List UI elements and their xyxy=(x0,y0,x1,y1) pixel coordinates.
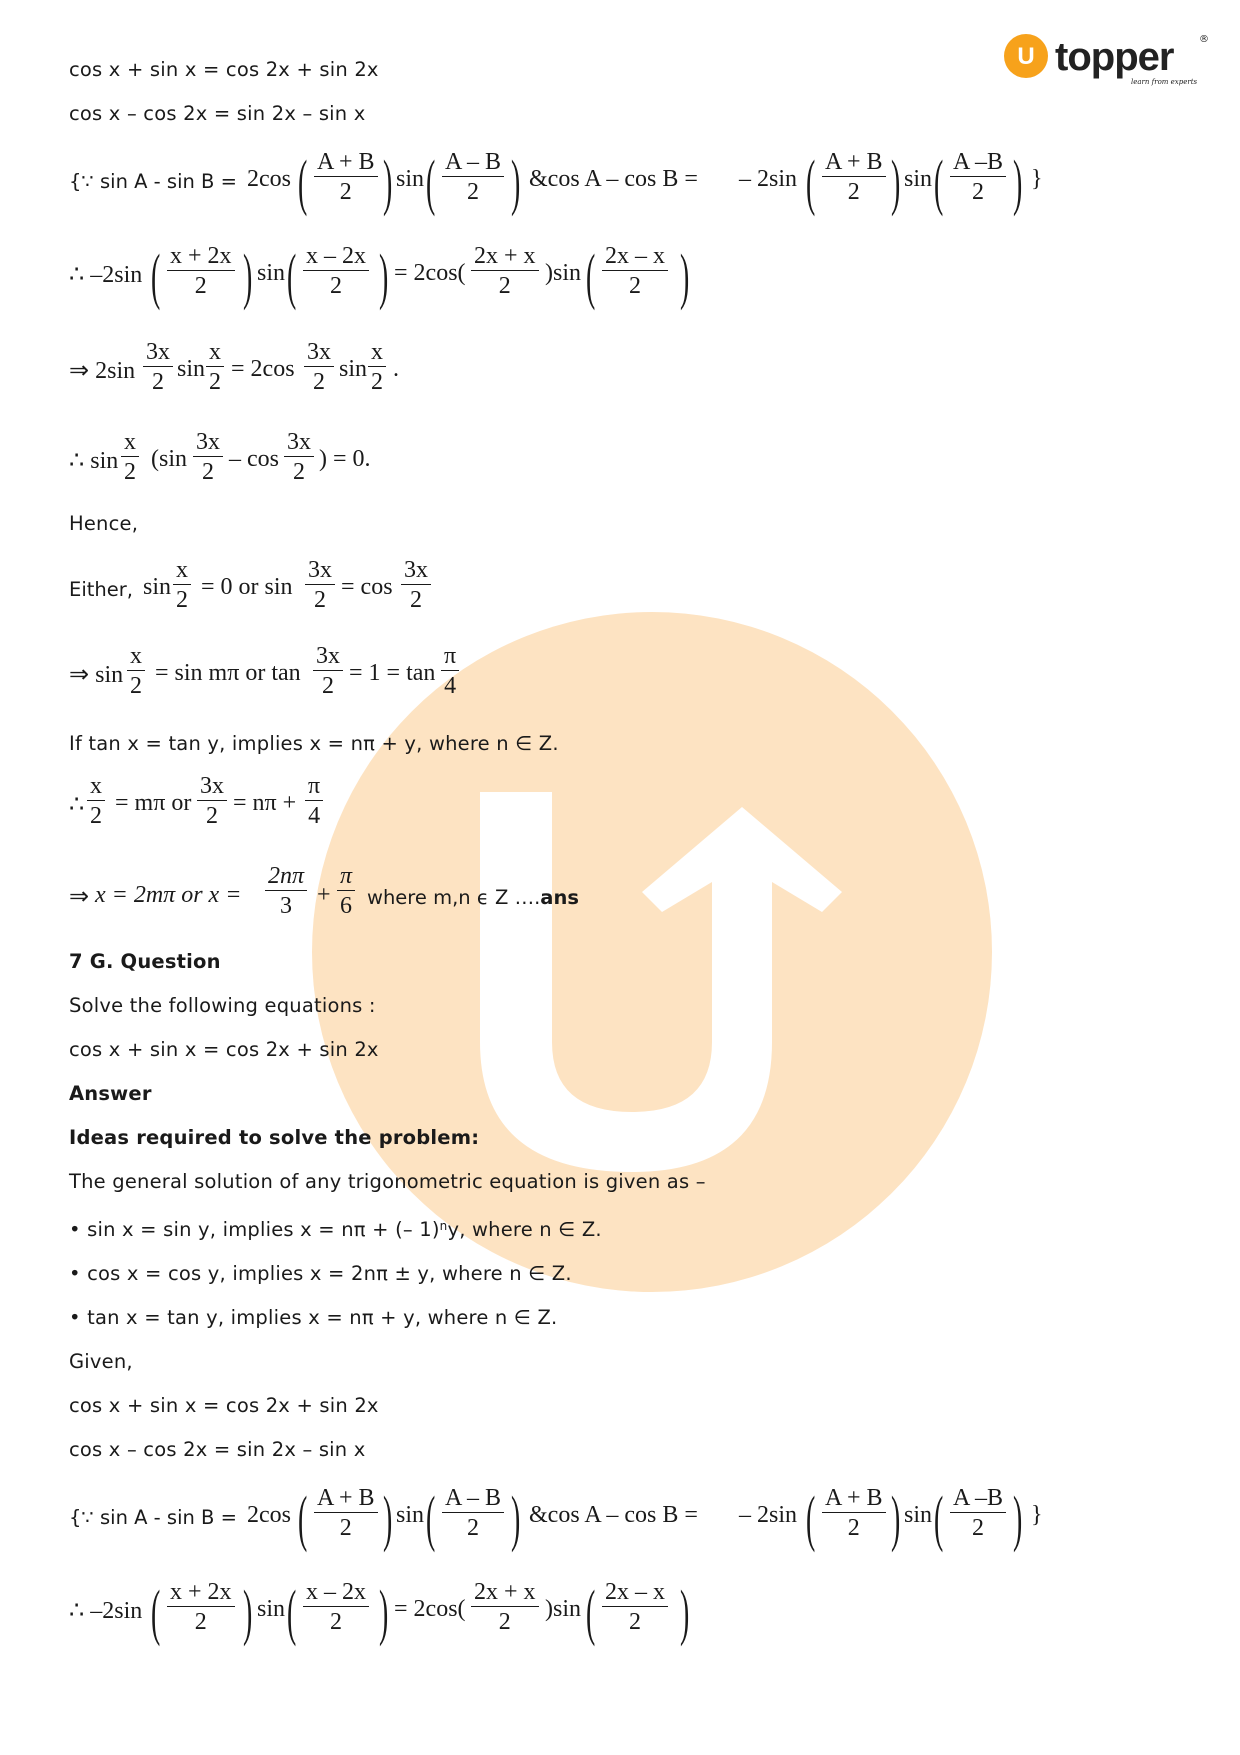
implies-equation-2: ⇒ sin x 2 = sin mπ or tan 3x 2 = 1 = tan π 4 xyxy=(69,642,569,712)
question-prompt: Solve the following equations : xyxy=(69,994,376,1017)
therefore-equation-1: ∴ –2sin ( x + 2x 2 ) sin ( x – 2x 2 ) = 2cos( 2x + x 2 )sin ( 2x – x 2 ) xyxy=(69,243,690,311)
tan-rule-line: If tan x = tan y, implies x = nπ + y, where n ∈ Z. xyxy=(69,732,559,755)
question-title: 7 G. Question xyxy=(69,950,221,973)
therefore-equation-2: ∴ sin x 2 (sin 3x 2 – cos 3x 2 ) = 0. xyxy=(69,429,371,485)
identity-open: {∵ sin A - sin B = xyxy=(69,170,237,193)
final-answer-equation: ⇒ x = 2mπ or x = 2nπ 3 + π 6 where m,n ϵ Z ….ans xyxy=(69,863,579,919)
implies-equation-1: ⇒ 2sin 3x 2 sin x 2 = 2cos 3x 2 sin x 2 . xyxy=(69,339,399,395)
topper-logo xyxy=(1003,30,1208,92)
therefore-equation-repeat: ∴ –2sin ( x + 2x 2 ) sin ( x – 2x 2 ) = 2cos( 2x + x 2 )sin ( 2x – x 2 ) xyxy=(69,1579,690,1647)
hence-label: Hence, xyxy=(69,512,139,535)
either-label: Either, xyxy=(69,578,133,601)
bullet-sin-rule: • sin x = sin y, implies x = nπ + (– 1)$^n$y, where n ∈ Z. xyxy=(69,1218,602,1241)
given-equation-1: cos x + sin x = cos 2x + sin 2x xyxy=(69,1394,379,1417)
identity-equation-repeat: {∵ sin A - sin B = 2cos ( A + B 2 ) sin ( A – B 2 ) &cos A – cos B = – 2sin ( A + B 2 ) sin ( A –B 2 ) } xyxy=(69,1485,1043,1553)
logo-tagline: learn from experts xyxy=(1131,78,1198,86)
bullet-tan-rule: • tan x = tan y, implies x = nπ + y, where n ∈ Z. xyxy=(69,1306,558,1329)
ideas-heading: Ideas required to solve the problem: xyxy=(69,1126,480,1149)
question-equation: cos x + sin x = cos 2x + sin 2x xyxy=(69,1038,379,1061)
identity-close: } xyxy=(1031,166,1043,192)
bullet-cos-rule: • cos x = cos y, implies x = 2nπ ± y, where n ∈ Z. xyxy=(69,1262,572,1285)
either-equation: Either, sin x 2 = 0 or sin 3x 2 = cos 3x 2 xyxy=(69,556,569,626)
equation-line-1: cos x + sin x = cos 2x + sin 2x xyxy=(69,58,379,81)
logo-registered: ® xyxy=(1199,34,1208,45)
general-solution-text: The general solution of any trigonometric equation is given as – xyxy=(69,1170,706,1193)
ans-label: ans xyxy=(540,886,579,909)
equation-line-2: cos x – cos 2x = sin 2x – sin x xyxy=(69,102,366,125)
logo-letter: U xyxy=(1017,43,1035,70)
given-equation-2: cos x – cos 2x = sin 2x – sin x xyxy=(69,1438,366,1461)
identity-equation: {∵ sin A - sin B = 2cos ( A + B 2 ) sin ( A – B 2 ) &cos A – cos B = – 2sin ( A + B 2 ) sin ( A –B 2 ) } xyxy=(69,149,1043,217)
where-text: where m,n ϵ Z …. xyxy=(367,886,541,909)
answer-heading: Answer xyxy=(69,1082,152,1105)
logo-text: topper xyxy=(1055,35,1174,79)
identity-middle: &cos A – cos B = xyxy=(529,166,698,192)
given-label: Given, xyxy=(69,1350,133,1373)
therefore-equation-3: ∴ x 2 = mπ or 3x 2 = nπ + π 4 xyxy=(69,772,569,842)
